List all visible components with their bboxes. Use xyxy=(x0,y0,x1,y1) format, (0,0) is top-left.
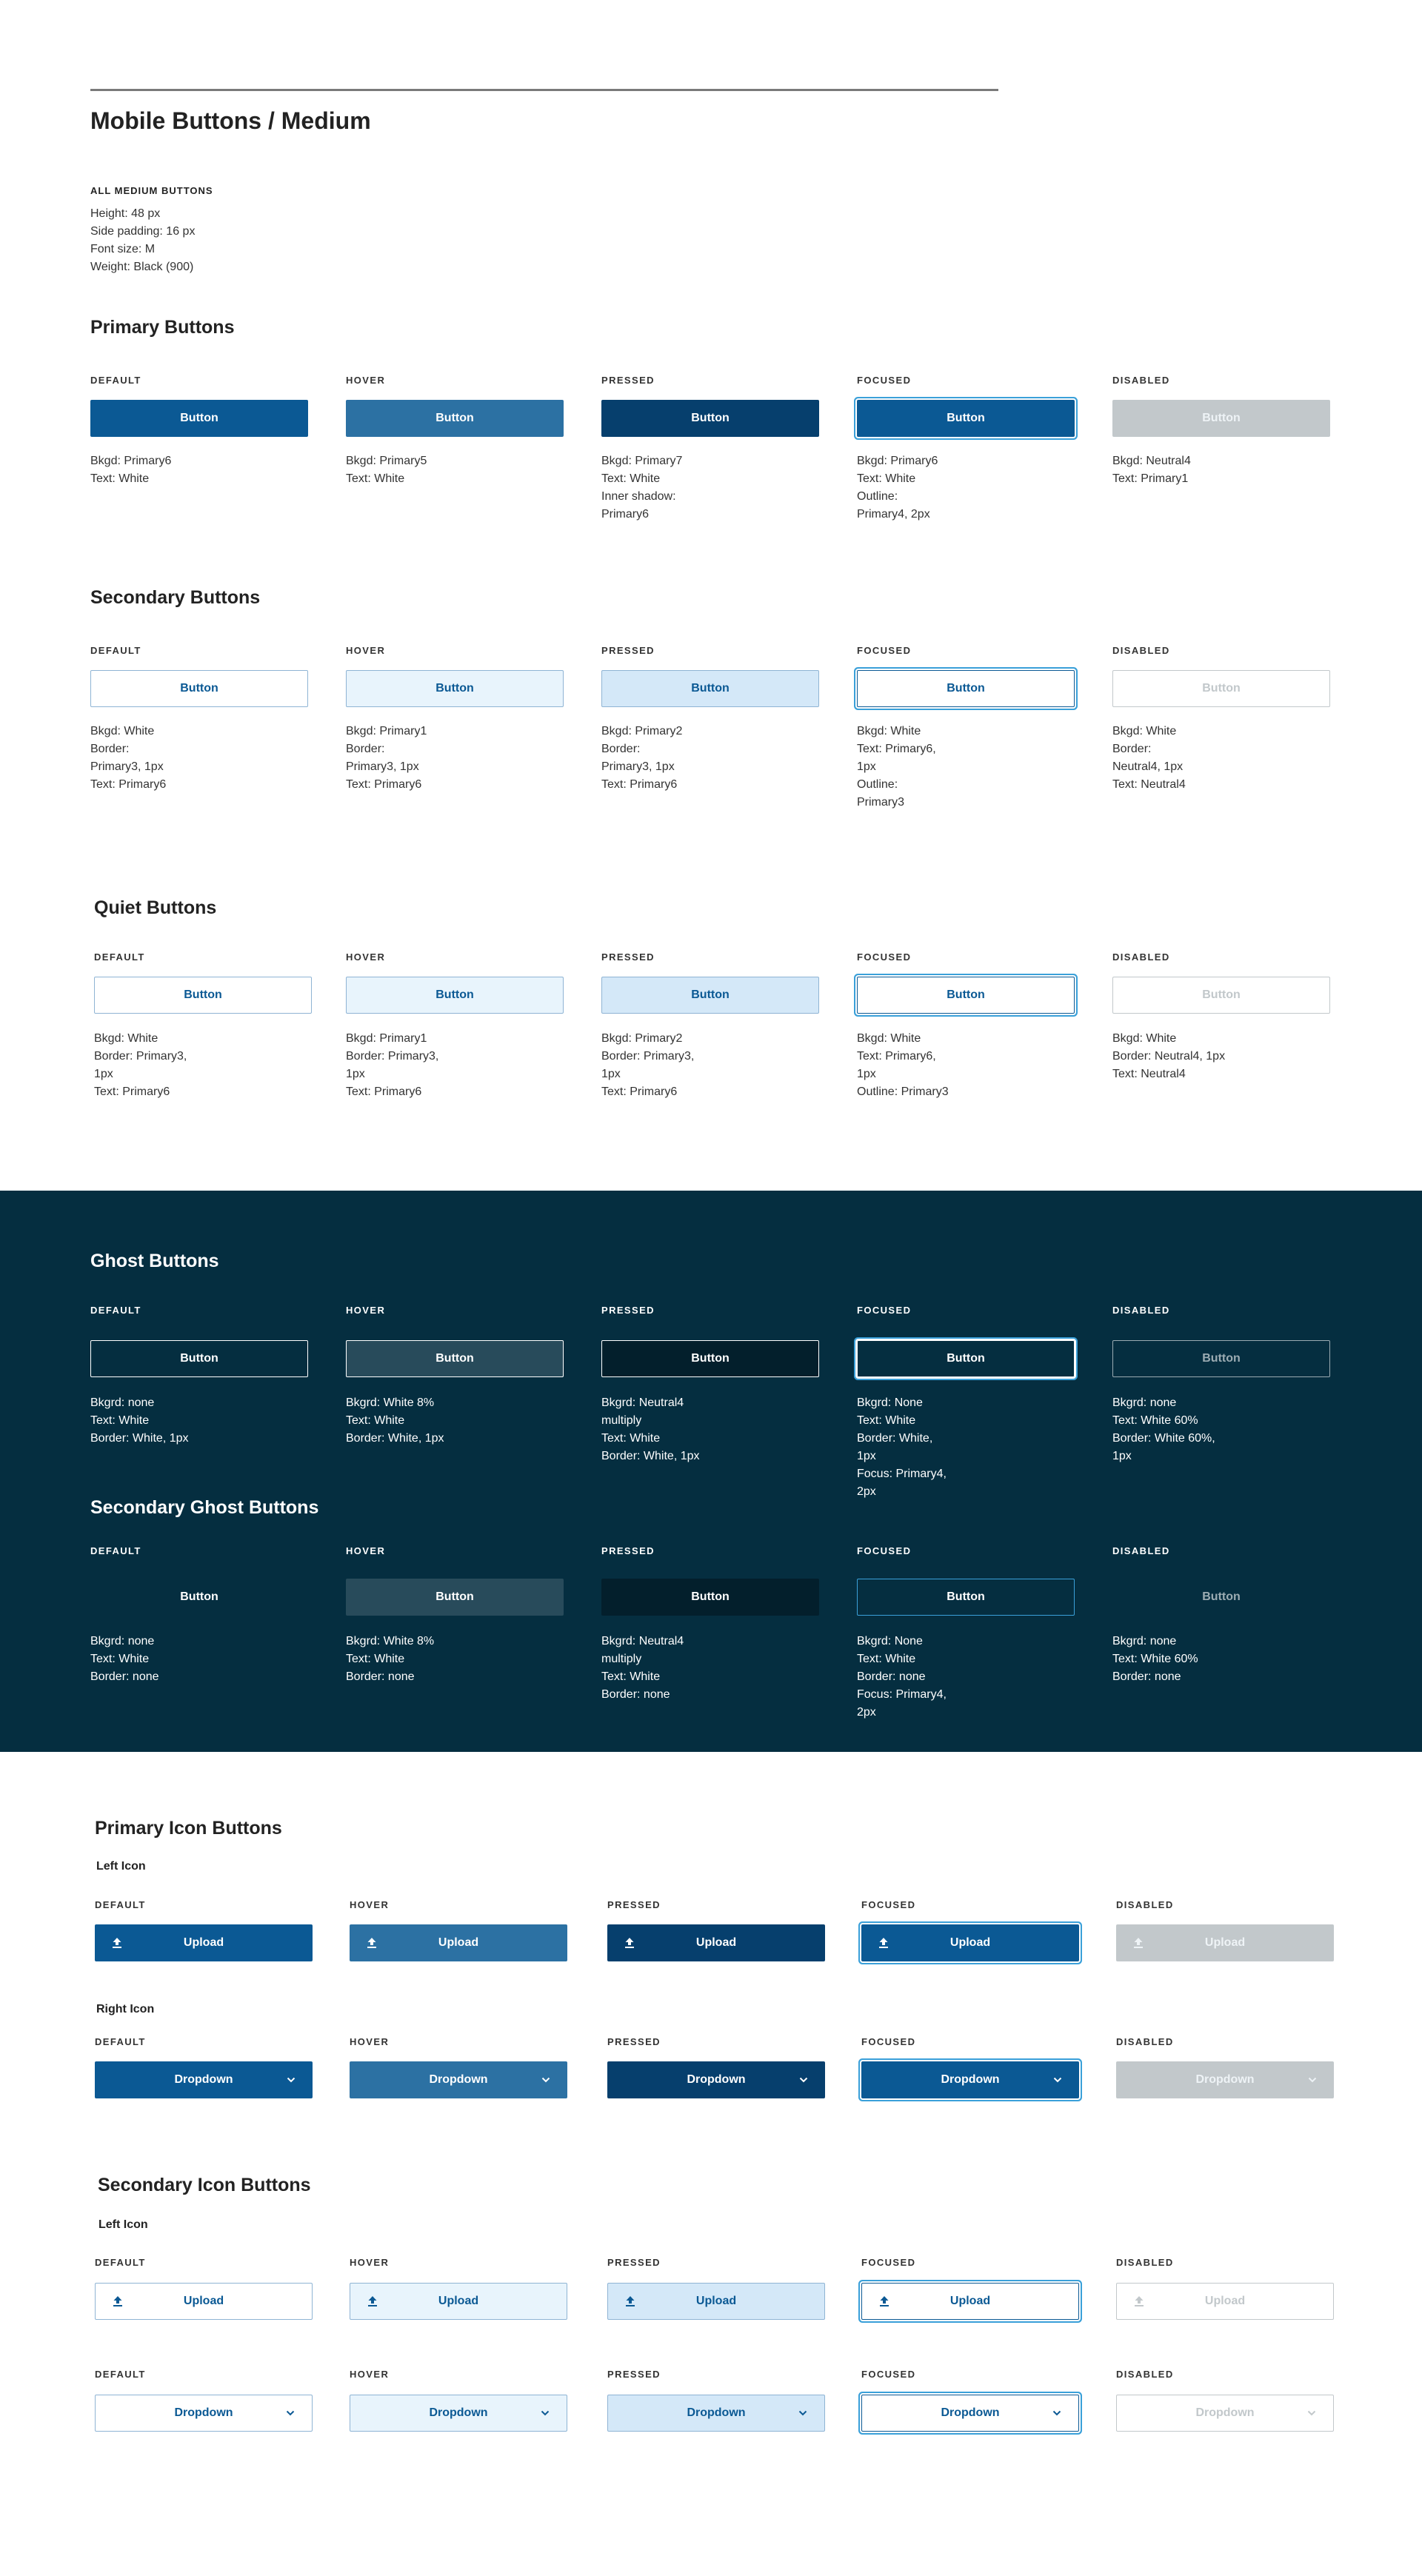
secondary-ghost-spec-line: Text: White xyxy=(90,1653,150,1665)
primary-spec-line: Primary4, 2px xyxy=(857,508,930,521)
upload-icon xyxy=(624,2295,636,2307)
primary-spec-line: Text: White xyxy=(857,472,916,485)
secondary-icon-left-button-label: Upload xyxy=(695,2295,737,2307)
chevron-down-icon xyxy=(1306,2408,1317,2418)
primary-icon-right-button-focused[interactable] xyxy=(861,2061,1079,2098)
primary-icon-left-state-label-pressed: PRESSED xyxy=(607,1899,661,1910)
primary-spec-notes-pressed xyxy=(601,452,801,523)
secondary-icon-right-button-label: Dropdown xyxy=(429,2406,488,2419)
secondary-ghost-button-disabled xyxy=(1112,1579,1330,1616)
secondary-ghost-state-label-pressed: PRESSED xyxy=(601,1545,655,1556)
secondary-ghost-button-label: Button xyxy=(435,1590,474,1603)
secondary-icon-right-button-label: Dropdown xyxy=(1195,2406,1255,2419)
ghost-button-pressed[interactable] xyxy=(601,1340,819,1377)
secondary-ghost-spec-line: Border: none xyxy=(1112,1670,1181,1683)
secondary-spec-line: Text: Primary6 xyxy=(90,778,167,791)
quiet-button-label: Button xyxy=(691,988,730,1001)
secondary-icon-right-button-hover[interactable] xyxy=(350,2395,567,2432)
ghost-spec-line: multiply xyxy=(601,1414,642,1427)
ghost-spec-notes-pressed xyxy=(601,1394,801,1465)
secondary-spec-line: Outline: xyxy=(857,778,898,791)
ghost-button-label: Button xyxy=(435,1352,474,1365)
secondary-spec-line: Bkgd: White xyxy=(1112,725,1177,737)
ghost-buttons-title: Ghost Buttons xyxy=(90,1251,219,1271)
ghost-button-label: Button xyxy=(180,1352,218,1365)
spec-side-padding: Side padding: 16 px xyxy=(90,225,196,238)
primary-icon-left-button-hover[interactable] xyxy=(350,1924,567,1961)
quiet-state-label-disabled: DISABLED xyxy=(1112,951,1170,963)
primary-icon-left-button-default[interactable] xyxy=(95,1924,313,1961)
secondary-ghost-button-label: Button xyxy=(180,1590,218,1603)
quiet-button-disabled xyxy=(1112,977,1330,1014)
primary-icon-right-state-label-disabled: DISABLED xyxy=(1116,2036,1174,2047)
secondary-ghost-spec-line: multiply xyxy=(601,1653,642,1665)
secondary-button-label: Button xyxy=(435,682,474,695)
primary-spec-line: Inner shadow: xyxy=(601,490,676,503)
quiet-state-label-focused: FOCUSED xyxy=(857,951,912,963)
primary-icon-left-button-label: Upload xyxy=(949,1936,991,1949)
primary-icon-left-button-disabled xyxy=(1116,1924,1334,1961)
quiet-button-hover[interactable] xyxy=(346,977,564,1014)
ghost-spec-notes-focused xyxy=(857,1394,1057,1501)
ghost-spec-line: 1px xyxy=(1112,1450,1132,1462)
primary-button-hover[interactable] xyxy=(346,400,564,437)
quiet-spec-notes-default xyxy=(94,1030,294,1101)
primary-icon-buttons-title: Primary Icon Buttons xyxy=(95,1818,282,1839)
primary-button-pressed[interactable] xyxy=(601,400,819,437)
upload-icon xyxy=(1133,2295,1145,2307)
secondary-button-label: Button xyxy=(691,682,730,695)
quiet-spec-notes-pressed xyxy=(601,1030,801,1101)
page-title: Mobile Buttons / Medium xyxy=(90,107,371,134)
quiet-state-label-hover: HOVER xyxy=(346,951,386,963)
secondary-icon-right-button-label: Dropdown xyxy=(174,2406,233,2419)
secondary-spec-line: Border: xyxy=(601,743,641,755)
secondary-button-disabled xyxy=(1112,670,1330,707)
primary-spec-line: Text: White xyxy=(601,472,661,485)
ghost-button-label: Button xyxy=(691,1352,730,1365)
primary-spec-line: Text: White xyxy=(346,472,405,485)
primary-icon-left-state-label-focused: FOCUSED xyxy=(861,1899,916,1910)
primary-spec-notes-default xyxy=(90,452,290,488)
chevron-down-icon xyxy=(1052,2408,1062,2418)
quiet-spec-line: Border: Primary3, xyxy=(94,1050,187,1063)
ghost-button-label: Button xyxy=(1202,1352,1241,1365)
ghost-spec-line: Text: White 60% xyxy=(1112,1414,1198,1427)
secondary-spec-notes-default xyxy=(90,723,290,794)
quiet-spec-notes-focused xyxy=(857,1030,1057,1101)
ghost-spec-notes-default xyxy=(90,1394,290,1448)
right-icon-subhead: Right Icon xyxy=(96,2003,155,2015)
primary-state-label-hover: HOVER xyxy=(346,375,386,386)
ghost-state-label-default: DEFAULT xyxy=(90,1305,141,1316)
secondary-spec-line: Primary3 xyxy=(857,796,905,809)
quiet-spec-line: Bkgd: White xyxy=(94,1032,158,1045)
quiet-spec-line: Border: Neutral4, 1px xyxy=(1112,1050,1226,1063)
ghost-spec-line: Bkgrd: None xyxy=(857,1396,923,1409)
chevron-down-icon xyxy=(798,2408,808,2418)
spec-font-size: Font size: M xyxy=(90,243,156,255)
primary-icon-left-button-focused[interactable] xyxy=(861,1924,1079,1961)
primary-state-label-default: DEFAULT xyxy=(90,375,141,386)
quiet-button-label: Button xyxy=(435,988,474,1001)
secondary-ghost-button-pressed[interactable] xyxy=(601,1579,819,1616)
secondary-button-pressed[interactable] xyxy=(601,670,819,707)
primary-icon-right-button-label: Dropdown xyxy=(1195,2073,1255,2086)
secondary-ghost-spec-notes-hover xyxy=(346,1633,546,1686)
secondary-state-label-pressed: PRESSED xyxy=(601,645,655,656)
secondary-ghost-buttons-title: Secondary Ghost Buttons xyxy=(90,1497,319,1518)
secondary-spec-line: Border: xyxy=(346,743,385,755)
secondary-button-label: Button xyxy=(947,682,985,695)
primary-spec-line: Text: White xyxy=(90,472,150,485)
secondary-icon-right-state-label-focused: FOCUSED xyxy=(861,2369,916,2380)
chevron-down-icon xyxy=(1307,2075,1318,2085)
primary-icon-left-button-label: Upload xyxy=(438,1936,479,1949)
primary-spec-notes-focused xyxy=(857,452,1057,523)
primary-icon-left-button-label: Upload xyxy=(1204,1936,1246,1949)
quiet-spec-line: Border: Primary3, xyxy=(601,1050,695,1063)
primary-spec-line: Bkgd: Primary6 xyxy=(857,455,938,467)
upload-icon xyxy=(111,1937,123,1949)
secondary-ghost-spec-line: Focus: Primary4, xyxy=(857,1688,947,1701)
primary-button-label: Button xyxy=(947,412,985,424)
ghost-button-focused[interactable] xyxy=(857,1340,1075,1377)
secondary-spec-notes-hover xyxy=(346,723,546,794)
ghost-state-label-pressed: PRESSED xyxy=(601,1305,655,1316)
secondary-icon-left-button-focused[interactable] xyxy=(861,2283,1079,2320)
secondary-ghost-spec-line: Bkgrd: White 8% xyxy=(346,1635,435,1647)
ghost-spec-line: Bkgrd: Neutral4 xyxy=(601,1396,684,1409)
primary-button-label: Button xyxy=(691,412,730,424)
primary-button-focused[interactable] xyxy=(857,400,1075,437)
quiet-spec-line: 1px xyxy=(94,1068,113,1080)
quiet-spec-line: Bkgd: Primary1 xyxy=(346,1032,427,1045)
secondary-ghost-button-label: Button xyxy=(691,1590,730,1603)
ghost-spec-line: Bkgrd: none xyxy=(90,1396,155,1409)
secondary-button-focused[interactable] xyxy=(857,670,1075,707)
secondary-ghost-spec-notes-focused xyxy=(857,1633,1057,1722)
quiet-button-pressed[interactable] xyxy=(601,977,819,1014)
ghost-spec-line: Border: White 60%, xyxy=(1112,1432,1215,1445)
primary-button-label: Button xyxy=(180,412,218,424)
primary-icon-right-button-default[interactable] xyxy=(95,2061,313,2098)
secondary-spec-line: 1px xyxy=(857,760,876,773)
quiet-spec-line: 1px xyxy=(346,1068,365,1080)
secondary-button-hover[interactable] xyxy=(346,670,564,707)
primary-spec-notes-disabled xyxy=(1112,452,1312,488)
quiet-spec-line: Text: Primary6 xyxy=(94,1085,170,1098)
primary-icon-right-button-label: Dropdown xyxy=(687,2073,746,2086)
upload-icon xyxy=(367,2295,378,2307)
ghost-state-label-hover: HOVER xyxy=(346,1305,386,1316)
secondary-spec-line: Text: Neutral4 xyxy=(1112,778,1186,791)
primary-icon-right-button-label: Dropdown xyxy=(174,2073,233,2086)
ghost-spec-line: 1px xyxy=(857,1450,876,1462)
secondary-icon-right-state-label-hover: HOVER xyxy=(350,2369,390,2380)
secondary-ghost-state-label-disabled: DISABLED xyxy=(1112,1545,1170,1556)
secondary-icon-buttons-title: Secondary Icon Buttons xyxy=(98,2175,311,2195)
upload-icon xyxy=(112,2295,124,2307)
quiet-button-label: Button xyxy=(184,988,222,1001)
secondary-icon-left-button-pressed[interactable] xyxy=(607,2283,825,2320)
secondary-icon-left-button-hover[interactable] xyxy=(350,2283,567,2320)
ghost-spec-line: Text: White xyxy=(346,1414,405,1427)
secondary-state-label-hover: HOVER xyxy=(346,645,386,656)
ghost-state-label-focused: FOCUSED xyxy=(857,1305,912,1316)
secondary-icon-right-button-label: Dropdown xyxy=(687,2406,746,2419)
secondary-ghost-spec-line: Text: White 60% xyxy=(1112,1653,1198,1665)
secondary-spec-line: Neutral4, 1px xyxy=(1112,760,1184,773)
secondary-button-label: Button xyxy=(180,682,218,695)
header-divider xyxy=(90,89,998,91)
ghost-spec-line: Bkgrd: none xyxy=(1112,1396,1177,1409)
secondary-ghost-button-label: Button xyxy=(947,1590,985,1603)
ghost-spec-line: Text: White xyxy=(90,1414,150,1427)
primary-button-disabled xyxy=(1112,400,1330,437)
primary-spec-line: Outline: xyxy=(857,490,898,503)
upload-icon xyxy=(878,2295,890,2307)
ghost-spec-line: Text: White xyxy=(601,1432,661,1445)
secondary-ghost-spec-line: Text: White xyxy=(346,1653,405,1665)
chevron-down-icon xyxy=(285,2408,296,2418)
chevron-down-icon xyxy=(798,2075,809,2085)
secondary-spec-line: Primary3, 1px xyxy=(601,760,675,773)
primary-button-label: Button xyxy=(1202,412,1241,424)
quiet-spec-line: Text: Neutral4 xyxy=(1112,1068,1186,1080)
secondary-ghost-spec-line: Border: none xyxy=(857,1670,926,1683)
secondary-buttons-title: Secondary Buttons xyxy=(90,587,261,608)
secondary-icon-right-state-label-disabled: DISABLED xyxy=(1116,2369,1174,2380)
primary-spec-line: Bkgd: Primary6 xyxy=(90,455,172,467)
secondary-icon-right-button-pressed[interactable] xyxy=(607,2395,825,2432)
secondary-ghost-spec-line: Bkgrd: None xyxy=(857,1635,923,1647)
ghost-button-label: Button xyxy=(947,1352,985,1365)
primary-spec-line: Bkgd: Primary7 xyxy=(601,455,683,467)
primary-icon-left-state-label-disabled: DISABLED xyxy=(1116,1899,1174,1910)
secondary-ghost-spec-line: Border: none xyxy=(90,1670,159,1683)
secondary-ghost-spec-notes-pressed xyxy=(601,1633,801,1704)
chevron-down-icon xyxy=(286,2075,296,2085)
secondary-ghost-button-default[interactable] xyxy=(90,1579,308,1616)
secondary-ghost-state-label-hover: HOVER xyxy=(346,1545,386,1556)
primary-icon-left-button-pressed[interactable] xyxy=(607,1924,825,1961)
upload-icon xyxy=(878,1937,889,1949)
ghost-button-hover[interactable] xyxy=(346,1340,564,1377)
quiet-spec-line: Border: Primary3, xyxy=(346,1050,439,1063)
secondary-spec-line: Primary3, 1px xyxy=(346,760,419,773)
secondary-button-label: Button xyxy=(1202,682,1241,695)
spec-weight: Weight: Black (900) xyxy=(90,261,194,273)
secondary-icon-left-button-label: Upload xyxy=(949,2295,991,2307)
secondary-icon-left-button-label: Upload xyxy=(183,2295,224,2307)
quiet-spec-line: Bkgd: White xyxy=(1112,1032,1177,1045)
primary-button-default[interactable] xyxy=(90,400,308,437)
quiet-buttons-title: Quiet Buttons xyxy=(94,897,217,918)
quiet-spec-notes-disabled xyxy=(1112,1030,1312,1083)
ghost-spec-line: Text: White xyxy=(857,1414,916,1427)
spec-heading: ALL MEDIUM BUTTONS xyxy=(90,185,213,196)
secondary-icon-left-state-label-default: DEFAULT xyxy=(95,2257,146,2268)
secondary-ghost-button-focused[interactable] xyxy=(857,1579,1075,1616)
ghost-spec-line: 2px xyxy=(857,1485,876,1498)
secondary-ghost-button-hover[interactable] xyxy=(346,1579,564,1616)
quiet-button-label: Button xyxy=(947,988,985,1001)
ghost-state-label-disabled: DISABLED xyxy=(1112,1305,1170,1316)
secondary-ghost-spec-line: Text: White xyxy=(601,1670,661,1683)
primary-icon-right-state-label-hover: HOVER xyxy=(350,2036,390,2047)
secondary-ghost-spec-line: Text: White xyxy=(857,1653,916,1665)
ghost-spec-line: Border: White, 1px xyxy=(601,1450,700,1462)
secondary-icon-left-button-disabled xyxy=(1116,2283,1334,2320)
secondary-spec-line: Primary3, 1px xyxy=(90,760,164,773)
primary-icon-right-button-pressed[interactable] xyxy=(607,2061,825,2098)
secondary-icon-left-button-label: Upload xyxy=(1204,2295,1246,2307)
quiet-button-focused[interactable] xyxy=(857,977,1075,1014)
secondary-spec-line: Text: Primary6 xyxy=(346,778,422,791)
secondary-spec-line: Bkgd: White xyxy=(857,725,921,737)
secondary-spec-line: Bkgd: Primary2 xyxy=(601,725,683,737)
secondary-spec-line: Text: Primary6, xyxy=(857,743,936,755)
secondary-ghost-spec-line: Bkgrd: none xyxy=(90,1635,155,1647)
chevron-down-icon xyxy=(1052,2075,1063,2085)
secondary-icon-right-state-label-default: DEFAULT xyxy=(95,2369,146,2380)
secondary-icon-right-button-default[interactable] xyxy=(95,2395,313,2432)
secondary-spec-line: Bkgd: Primary1 xyxy=(346,725,427,737)
ghost-button-default[interactable] xyxy=(90,1340,308,1377)
upload-icon xyxy=(366,1937,378,1949)
secondary-state-label-disabled: DISABLED xyxy=(1112,645,1170,656)
secondary-icon-right-state-label-pressed: PRESSED xyxy=(607,2369,661,2380)
primary-icon-right-state-label-default: DEFAULT xyxy=(95,2036,146,2047)
secondary-ghost-spec-line: 2px xyxy=(857,1706,876,1719)
secondary-ghost-state-label-focused: FOCUSED xyxy=(857,1545,912,1556)
primary-spec-notes-hover xyxy=(346,452,546,488)
quiet-state-label-pressed: PRESSED xyxy=(601,951,655,963)
chevron-down-icon xyxy=(540,2408,550,2418)
quiet-button-default[interactable] xyxy=(94,977,312,1014)
secondary-ghost-spec-notes-disabled xyxy=(1112,1633,1312,1686)
secondary-spec-line: Border: xyxy=(1112,743,1152,755)
primary-icon-right-button-label: Dropdown xyxy=(429,2073,488,2086)
primary-state-label-disabled: DISABLED xyxy=(1112,375,1170,386)
ghost-button-disabled xyxy=(1112,1340,1330,1377)
primary-icon-right-button-disabled xyxy=(1116,2061,1334,2098)
secondary-icon-left-button-default[interactable] xyxy=(95,2283,313,2320)
secondary-icon-right-button-focused[interactable] xyxy=(861,2395,1079,2432)
secondary-ghost-state-label-default: DEFAULT xyxy=(90,1545,141,1556)
primary-spec-line: Bkgd: Primary5 xyxy=(346,455,427,467)
secondary-ghost-button-label: Button xyxy=(1202,1590,1241,1603)
secondary-spec-notes-pressed xyxy=(601,723,801,794)
secondary-spec-line: Text: Primary6 xyxy=(601,778,678,791)
left-icon-subhead: Left Icon xyxy=(99,2218,148,2231)
primary-icon-right-state-label-pressed: PRESSED xyxy=(607,2036,661,2047)
secondary-ghost-spec-line: Bkgrd: Neutral4 xyxy=(601,1635,684,1647)
primary-state-label-focused: FOCUSED xyxy=(857,375,912,386)
ghost-spec-line: Border: White, xyxy=(857,1432,933,1445)
secondary-spec-line: Border: xyxy=(90,743,130,755)
primary-icon-left-button-label: Upload xyxy=(183,1936,224,1949)
upload-icon xyxy=(1132,1937,1144,1949)
secondary-ghost-spec-line: Border: none xyxy=(346,1670,415,1683)
quiet-state-label-default: DEFAULT xyxy=(94,951,145,963)
primary-icon-left-button-label: Upload xyxy=(695,1936,737,1949)
ghost-spec-line: Bkgrd: White 8% xyxy=(346,1396,435,1409)
quiet-spec-notes-hover xyxy=(346,1030,546,1101)
secondary-ghost-spec-line: Bkgrd: none xyxy=(1112,1635,1177,1647)
ghost-spec-notes-disabled xyxy=(1112,1394,1312,1465)
chevron-down-icon xyxy=(541,2075,551,2085)
secondary-button-default[interactable] xyxy=(90,670,308,707)
primary-spec-line: Bkgd: Neutral4 xyxy=(1112,455,1191,467)
primary-state-label-pressed: PRESSED xyxy=(601,375,655,386)
primary-spec-line: Text: Primary1 xyxy=(1112,472,1189,485)
primary-buttons-title: Primary Buttons xyxy=(90,317,235,338)
spec-list xyxy=(90,205,195,276)
secondary-spec-notes-focused xyxy=(857,723,1057,812)
upload-icon xyxy=(624,1937,635,1949)
primary-icon-left-state-label-default: DEFAULT xyxy=(95,1899,146,1910)
secondary-spec-line: Bkgd: White xyxy=(90,725,155,737)
quiet-spec-line: Outline: Primary3 xyxy=(857,1085,949,1098)
secondary-icon-left-button-label: Upload xyxy=(438,2295,479,2307)
quiet-spec-line: 1px xyxy=(601,1068,621,1080)
quiet-button-label: Button xyxy=(1202,988,1241,1001)
secondary-ghost-spec-line: Border: none xyxy=(601,1688,670,1701)
secondary-icon-left-state-label-hover: HOVER xyxy=(350,2257,390,2268)
secondary-icon-left-state-label-focused: FOCUSED xyxy=(861,2257,916,2268)
quiet-spec-line: Bkgd: Primary2 xyxy=(601,1032,683,1045)
spec-height: Height: 48 px xyxy=(90,207,161,220)
secondary-state-label-default: DEFAULT xyxy=(90,645,141,656)
primary-icon-right-button-hover[interactable] xyxy=(350,2061,567,2098)
ghost-spec-line: Border: White, 1px xyxy=(90,1432,189,1445)
secondary-icon-right-button-label: Dropdown xyxy=(941,2406,1000,2419)
secondary-icon-left-state-label-disabled: DISABLED xyxy=(1116,2257,1174,2268)
quiet-spec-line: Text: Primary6 xyxy=(601,1085,678,1098)
secondary-spec-notes-disabled xyxy=(1112,723,1312,794)
ghost-spec-line: Border: White, 1px xyxy=(346,1432,444,1445)
quiet-spec-line: Text: Primary6, xyxy=(857,1050,936,1063)
quiet-spec-line: 1px xyxy=(857,1068,876,1080)
secondary-icon-left-state-label-pressed: PRESSED xyxy=(607,2257,661,2268)
secondary-icon-right-button-disabled xyxy=(1116,2395,1334,2432)
quiet-spec-line: Bkgd: White xyxy=(857,1032,921,1045)
primary-icon-right-button-label: Dropdown xyxy=(941,2073,1000,2086)
secondary-ghost-spec-notes-default xyxy=(90,1633,290,1686)
primary-button-label: Button xyxy=(435,412,474,424)
quiet-spec-line: Text: Primary6 xyxy=(346,1085,422,1098)
primary-icon-left-state-label-hover: HOVER xyxy=(350,1899,390,1910)
ghost-spec-notes-hover xyxy=(346,1394,546,1448)
secondary-state-label-focused: FOCUSED xyxy=(857,645,912,656)
primary-icon-right-state-label-focused: FOCUSED xyxy=(861,2036,916,2047)
left-icon-subhead: Left Icon xyxy=(96,1860,146,1873)
ghost-spec-line: Focus: Primary4, xyxy=(857,1468,947,1480)
primary-spec-line: Primary6 xyxy=(601,508,650,521)
